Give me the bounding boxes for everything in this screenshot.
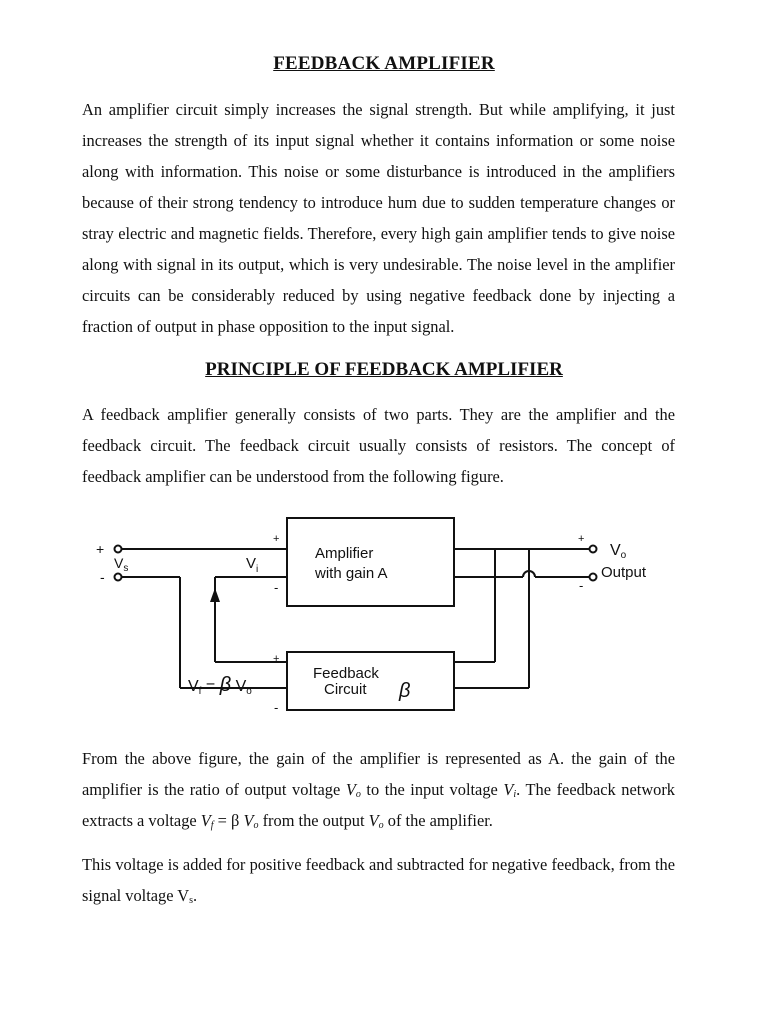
vs-plus-sign: + xyxy=(96,541,105,557)
vo-plus-terminal xyxy=(590,546,597,553)
vs-minus-terminal xyxy=(115,574,122,581)
vs-plus-terminal xyxy=(115,546,122,553)
vo-minus-terminal xyxy=(590,574,597,581)
amplifier-block xyxy=(287,518,454,606)
feedback-label-line1: Feedback xyxy=(313,665,379,682)
vi-arrow-icon xyxy=(210,588,220,602)
page-title: FEEDBACK AMPLIFIER xyxy=(273,53,495,74)
vs-minus-sign: - xyxy=(100,569,105,585)
intro-paragraph: An amplifier circuit simply increases the signal strength. But while amplifying, it just increases the strength of its input signal whether it contains information or some noise along with information. This noise or some disturbance is introduced in the amplifiers because of their strong tendency to introduce hum due to sudden temperature changes or stray electric and magnetic fields. Therefore, every high gain amplifier tends to give noise along with signal in its output, which is very undesirable. The noise level in the amplifier circuits can be considerably reduced by using negative feedback done by injecting a fraction of output in phase opposition to the input signal. xyxy=(82,100,675,336)
vo-minus-sign: - xyxy=(579,578,584,593)
circuit-diagram-svg xyxy=(90,510,670,720)
amp-plus-sign: + xyxy=(273,533,280,545)
beta-symbol: β xyxy=(399,680,411,702)
fb-plus-sign: + xyxy=(273,653,280,665)
amplifier-label-line2: with gain A xyxy=(315,565,388,582)
vo-label: Vo xyxy=(610,542,627,561)
gain-paragraph: From the above figure, the gain of the amplifier is represented as A. the gain of the amplifier is the ratio of output voltage $V_o$ to the input voltage $V_i$. The feedback network extracts a voltage $V_f = \beta$ $V_o$ from the output $V_o$ of the amplifier. xyxy=(82,749,676,831)
output-label: Output xyxy=(601,564,647,581)
feedback-label-line2: Circuit xyxy=(324,681,367,698)
principle-paragraph: A feedback amplifier generally consists of two parts. They are the amplifier and the feedback circuit. The feedback circuit usually consists of resistors. The concept of feedback amplifier can be understood from the following figure. xyxy=(82,405,675,486)
feedback-amplifier-diagram xyxy=(90,510,670,720)
fb-minus-sign: - xyxy=(274,700,279,715)
amp-minus-sign: - xyxy=(274,580,279,595)
vf-equation-label: Vf = β Vo xyxy=(188,674,252,697)
vs-label: $V_s$ xyxy=(114,555,129,574)
section-heading: PRINCIPLE OF FEEDBACK AMPLIFIER xyxy=(205,359,563,380)
signal-paragraph: This voltage is added for positive feedback and subtracted for negative feedback, from the signal voltage $V_s$. xyxy=(82,855,675,906)
amplifier-label-line1: Amplifier xyxy=(315,545,374,562)
vo-plus-sign: + xyxy=(578,533,585,545)
vi-label: $V_i$ xyxy=(246,555,259,575)
